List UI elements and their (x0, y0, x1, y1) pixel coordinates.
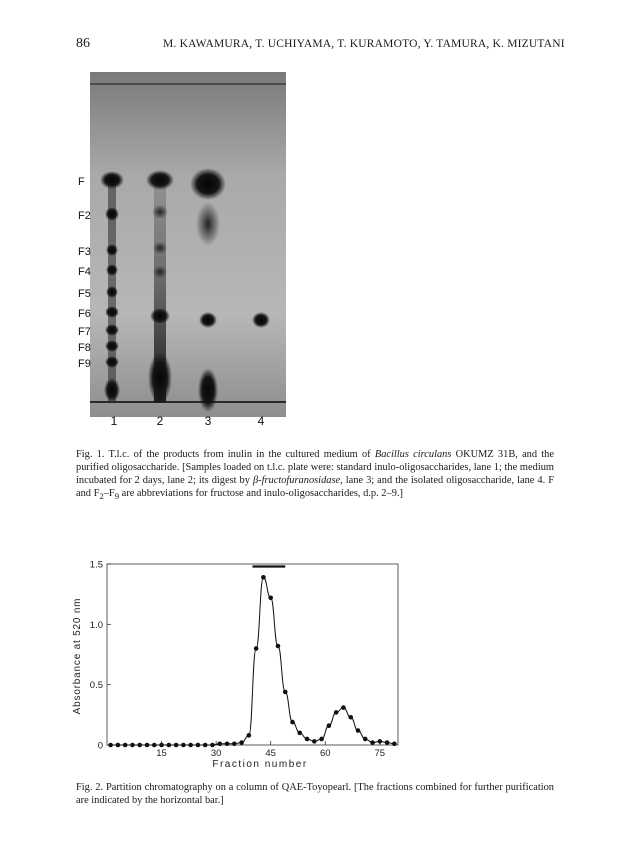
y-axis-label: Absorbance at 520 nm (72, 597, 83, 715)
x-tick-label: 30 (210, 748, 222, 759)
data-point (167, 743, 172, 748)
data-point (283, 690, 288, 695)
data-point (239, 740, 244, 745)
figure-2-label: Fig. 2. (76, 782, 104, 793)
x-axis-label: Fraction number (212, 759, 308, 770)
x-tick-label: 15 (156, 748, 167, 759)
row-label-f3: F3 (78, 246, 91, 258)
y-tick-label: 1.0 (89, 619, 103, 631)
data-point (327, 723, 332, 728)
lane-label-1: 1 (110, 414, 118, 428)
data-point (290, 720, 295, 725)
data-point (159, 743, 164, 748)
data-point (108, 743, 113, 748)
caption-text-part: T.l.c. of the products from inulin in the cultured medium of (104, 449, 375, 460)
enzyme-name: β-fructofuranosidase (252, 475, 341, 487)
y-tick-label: 0 (97, 740, 103, 752)
data-point (225, 741, 230, 746)
data-point (312, 739, 317, 744)
subscript: 2 (99, 491, 104, 502)
data-point (254, 646, 259, 651)
subscript: 9 (114, 491, 120, 502)
data-point (268, 595, 273, 600)
data-point (334, 710, 339, 715)
lane-label-2: 2 (156, 414, 164, 428)
data-point (130, 743, 135, 748)
plot-frame (107, 564, 398, 745)
data-point (319, 737, 324, 742)
row-label-f8: F8 (78, 342, 91, 354)
data-point (203, 743, 208, 748)
data-point (305, 737, 310, 742)
caption-text-part: –F (103, 488, 115, 500)
data-point (356, 728, 361, 733)
caption-text-part: are abbreviations for fructose and inulo-oligosaccharides, d.p. 2–9.] (119, 488, 403, 500)
data-point (385, 740, 390, 745)
data-point (137, 743, 142, 748)
x-tick-label: 75 (374, 748, 386, 759)
elution-profile-chart (60, 556, 410, 771)
figure-1-label: Fig. 1. (76, 449, 105, 460)
data-point (152, 743, 157, 748)
page-number: 86 (76, 36, 90, 51)
caption-text-part: Partition chromatography on a column of QAE-Toyopearl. [The fractions combined for further purification are indicated by the horizontal bar.] (76, 782, 554, 807)
data-point (370, 740, 375, 745)
x-tick-label: 60 (319, 748, 331, 759)
row-label-f: F (78, 176, 85, 188)
data-point (116, 743, 121, 748)
data-point (123, 743, 128, 748)
figure-2-caption (76, 781, 554, 807)
data-point (363, 737, 368, 742)
data-point (217, 741, 222, 746)
row-label-f9: F9 (78, 358, 91, 370)
data-point (297, 731, 302, 736)
tlc-plate-figure (76, 72, 286, 432)
y-tick-label: 1.5 (89, 559, 103, 571)
data-point (210, 743, 215, 748)
data-point (145, 743, 150, 748)
data-point (378, 739, 383, 744)
row-label-f7: F7 (78, 326, 91, 338)
data-point (196, 743, 201, 748)
lane-label-3: 3 (204, 414, 212, 428)
data-point (247, 733, 252, 738)
running-header: M. KAWAMURA, T. UCHIYAMA, T. KURAMOTO, Y. TAMURA, K. MIZUTANI (163, 38, 565, 50)
data-point (188, 743, 193, 748)
caption-text-part: OKUMZ 31B, and the purified oligosaccharide. [Samples loaded on t.l.c. plate were: standard inulo-oligosaccharides, lane 1; the medium incubated for 2 days, lane 2; its digest by (76, 449, 554, 487)
organism-name: Bacillus circulans (374, 449, 452, 460)
data-point (348, 715, 353, 720)
lane-label-4: 4 (257, 414, 265, 428)
data-point (276, 644, 281, 649)
y-tick-label: 0.5 (89, 680, 103, 692)
data-point (181, 743, 186, 748)
data-point (174, 743, 179, 748)
plate-background (90, 72, 286, 417)
x-tick-label: 45 (265, 748, 276, 759)
row-label-f6: F6 (78, 308, 91, 320)
absorbance-curve (111, 577, 395, 745)
row-label-f2: F2 (78, 210, 91, 222)
data-point (261, 575, 266, 580)
row-label-f4: F4 (78, 266, 91, 278)
figure-1-caption (76, 448, 554, 503)
lane-4-spots (252, 312, 270, 328)
caption-text-part: , lane 3; and the isolated oligosaccharide, lane 4. F and F (76, 475, 555, 500)
data-point (232, 741, 237, 746)
data-point (341, 705, 346, 710)
row-label-f5: F5 (78, 288, 91, 300)
data-point (392, 741, 397, 746)
